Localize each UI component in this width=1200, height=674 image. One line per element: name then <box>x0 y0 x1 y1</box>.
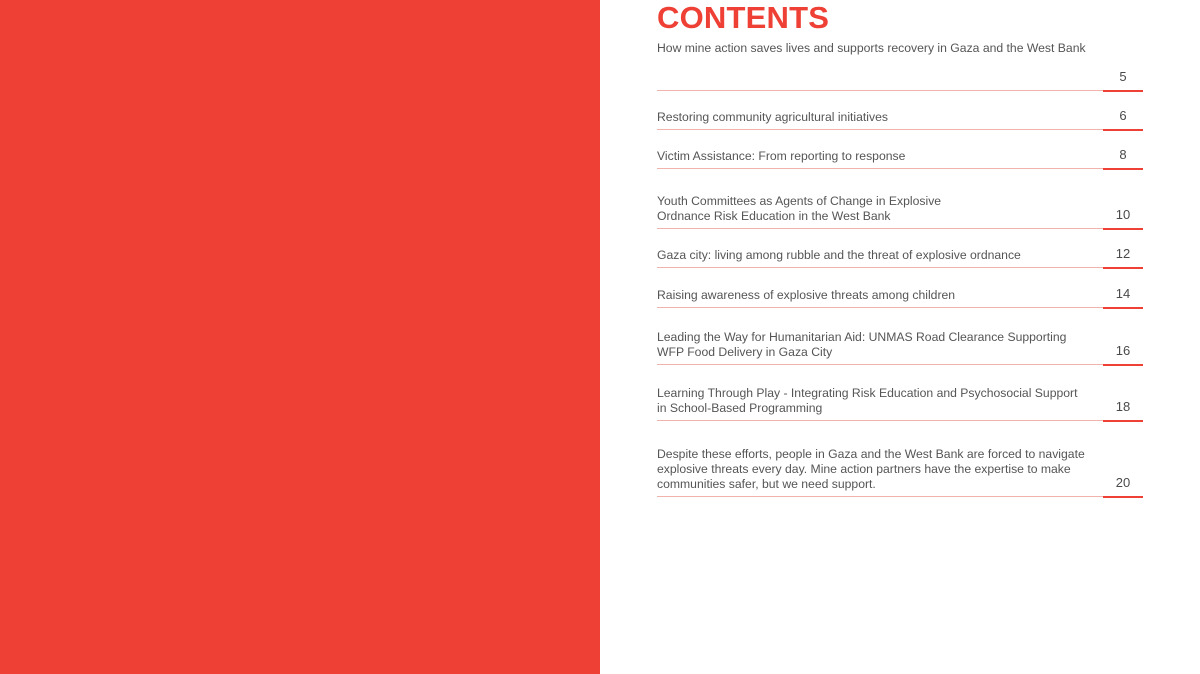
toc-divider-accent <box>1103 129 1143 131</box>
toc-entry[interactable] <box>657 139 1143 169</box>
toc-entry-title: Despite these efforts, people in Gaza and the West Bank are forced to navigate explosive threats every day. Mine action partners have the expertise to make communities safer, but we need support. <box>657 447 1085 491</box>
toc-entry-page: 20 <box>1115 475 1131 490</box>
toc-divider-accent <box>1103 307 1143 309</box>
toc-entry[interactable] <box>657 278 1143 308</box>
toc-divider <box>657 129 1143 130</box>
toc-divider <box>657 90 1143 91</box>
toc-divider <box>657 168 1143 169</box>
toc-divider <box>657 228 1143 229</box>
toc-divider <box>657 496 1143 497</box>
toc-entry-page: 10 <box>1115 207 1131 222</box>
toc-entry[interactable] <box>657 436 1143 497</box>
toc-entry-page: 12 <box>1115 246 1131 261</box>
toc-entry-title: How mine action saves lives and supports recovery in Gaza and the West Bank <box>657 41 1086 55</box>
toc-divider-accent <box>1103 267 1143 269</box>
toc-entry-page: 6 <box>1119 108 1127 123</box>
toc-divider <box>657 420 1143 421</box>
toc-entry-title: Youth Committees as Agents of Change in Explosive Ordnance Risk Education in the West Bank <box>657 194 942 223</box>
toc-entry-title: Victim Assistance: From reporting to response <box>657 149 906 163</box>
toc-divider-accent <box>1103 228 1143 230</box>
toc-entry[interactable] <box>657 238 1143 268</box>
toc-divider-accent <box>1103 496 1143 498</box>
toc-divider-accent <box>1103 168 1143 170</box>
toc-divider-accent <box>1103 420 1143 422</box>
toc-divider <box>657 364 1143 365</box>
toc-entry-page: 14 <box>1115 286 1131 301</box>
toc-divider <box>657 267 1143 268</box>
toc-entry-title: Raising awareness of explosive threats among children <box>657 288 956 302</box>
toc-entry[interactable] <box>657 376 1143 421</box>
toc-entry[interactable] <box>657 184 1143 229</box>
toc-entry-page: 5 <box>1119 69 1127 84</box>
toc-entry-page: 8 <box>1119 147 1127 162</box>
toc-entry[interactable] <box>657 36 1143 91</box>
toc-entry[interactable] <box>657 320 1143 365</box>
toc-entry-title: Gaza city: living among rubble and the threat of explosive ordnance <box>657 248 1021 262</box>
toc-entry[interactable] <box>657 100 1143 130</box>
toc-divider-accent <box>1103 364 1143 366</box>
toc-divider-accent <box>1103 90 1143 92</box>
toc-entry-title: Restoring community agricultural initiatives <box>657 110 888 124</box>
toc-entry-title: Learning Through Play - Integrating Risk Education and Psychosocial Support in School-Based Programming <box>657 386 1078 415</box>
toc-entry-title: Leading the Way for Humanitarian Aid: UNMAS Road Clearance Supporting WFP Food Delivery in Gaza City <box>657 330 1067 359</box>
toc-entry-page: 16 <box>1115 343 1131 358</box>
toc-entry-page: 18 <box>1115 399 1131 414</box>
contents-title: CONTENTS <box>657 0 830 35</box>
toc-divider <box>657 307 1143 308</box>
